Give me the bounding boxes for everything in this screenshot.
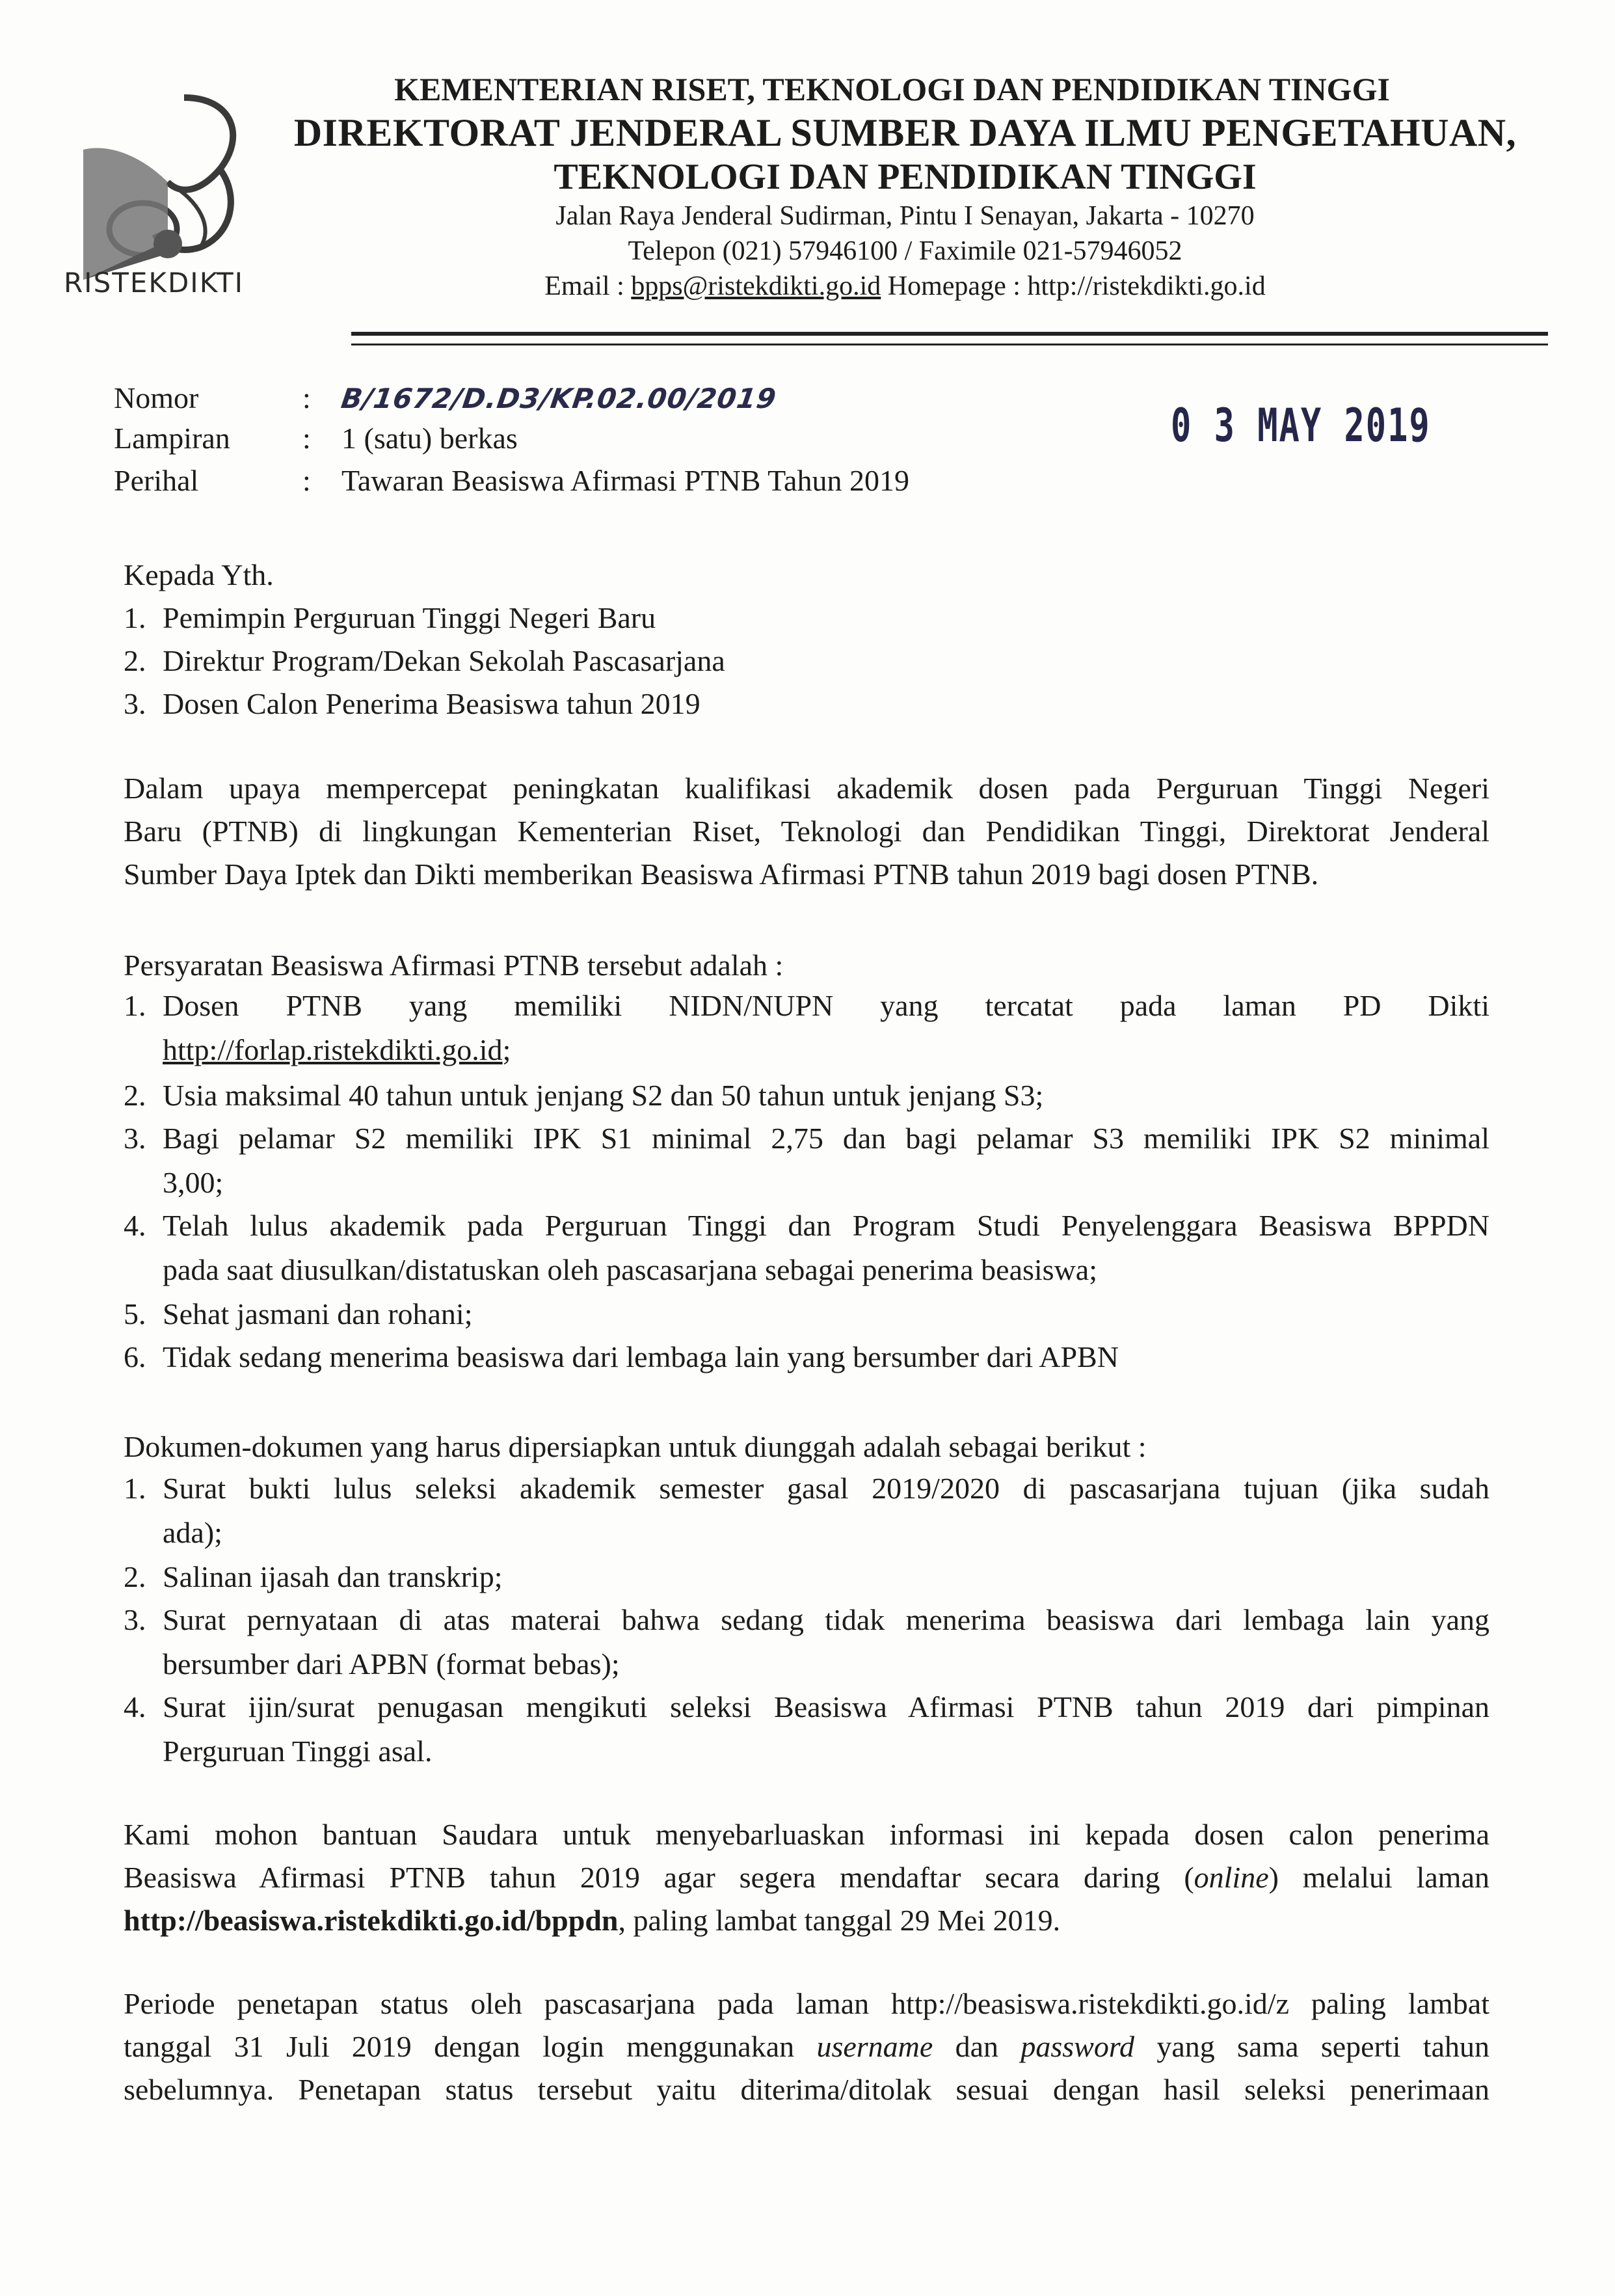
requirement-item xyxy=(124,1116,1489,1205)
lampiran-label: Lampiran xyxy=(114,422,230,455)
request-text: ) melalui laman xyxy=(1268,1861,1489,1894)
document-item xyxy=(124,1555,1489,1599)
nomor-colon: : xyxy=(302,381,311,414)
request-line-3 xyxy=(124,1898,1489,1943)
recipients-heading: Kepada Yth. xyxy=(124,558,274,591)
perihal-label: Perihal xyxy=(114,464,199,497)
ministry-name: KEMENTERIAN RISET, TEKNOLOGI DAN PENDIDIKAN TINGGI xyxy=(394,71,1390,107)
homepage-label: Homepage : xyxy=(887,271,1021,301)
recipient-text: Dosen Calon Penerima Beasiswa tahun 2019 xyxy=(163,687,701,720)
requirements-heading: Persyaratan Beasiswa Afirmasi PTNB tersebut adalah : xyxy=(124,949,784,982)
document-item xyxy=(124,1598,1489,1686)
requirement-number: 2. xyxy=(124,1079,146,1112)
nomor-row xyxy=(114,381,779,415)
lampiran-colon: : xyxy=(302,422,311,455)
requirement-link-line xyxy=(163,1028,1489,1072)
nomor-value: B/1672/D.D3/KP.02.00/2019 xyxy=(339,383,779,414)
contact-line xyxy=(0,271,1615,302)
requirement-text-cont: 3,00; xyxy=(163,1166,224,1199)
online-term: online xyxy=(1194,1861,1269,1894)
period-text: yang sama seperti tahun xyxy=(1134,2030,1489,2063)
deadline-text: , paling lambat tanggal 29 Mei 2019. xyxy=(618,1904,1061,1937)
document-number: 2. xyxy=(124,1560,146,1593)
document-text-cont: ada); xyxy=(163,1516,222,1549)
document-text: Salinan ijasah dan transkrip; xyxy=(163,1560,503,1593)
nomor-label: Nomor xyxy=(114,381,199,414)
requirement-text-cont: pada saat diusulkan/distatuskan oleh pascasarjana sebagai penerima beasiswa; xyxy=(163,1253,1097,1286)
requirement-text: Usia maksimal 40 tahun untuk jenjang S2 dan 50 tahun untuk jenjang S3; xyxy=(163,1079,1044,1112)
document-item xyxy=(124,1466,1489,1555)
email-label: Email : xyxy=(544,271,624,301)
homepage-link[interactable]: http://ristekdikti.go.id xyxy=(1027,271,1266,301)
requirement-item xyxy=(124,1204,1489,1292)
period-line-2 xyxy=(124,2025,1489,2069)
perihal-row xyxy=(114,463,909,498)
requirement-item xyxy=(124,1074,1489,1118)
perihal-value: Tawaran Beasiswa Afirmasi PTNB Tahun 2019 xyxy=(341,464,909,497)
forlap-link[interactable]: http://forlap.ristekdikti.go.id xyxy=(163,1033,503,1066)
logo-wordmark: RISTEKDIKTI xyxy=(64,267,245,299)
intro-line-1: Dalam upaya mempercepat peningkatan kualifikasi akademik dosen pada Perguruan Tinggi Negeri xyxy=(124,772,1489,805)
letterhead-divider-thick xyxy=(351,332,1548,336)
password-term: password xyxy=(1021,2030,1135,2063)
phone-fax: Telepon (021) 57946100 / Faximile 021-57946052 xyxy=(628,236,1182,266)
requirement-number: 3. xyxy=(124,1122,146,1155)
document-text-cont: bersumber dari APBN (format bebas); xyxy=(163,1647,620,1681)
date-stamp: 0 3 MAY 2019 xyxy=(1171,399,1431,453)
lampiran-value: 1 (satu) berkas xyxy=(341,422,518,455)
recipient-item xyxy=(124,639,1489,683)
username-term: username xyxy=(816,2030,933,2063)
period-text: tanggal 31 Juli 2019 dengan login menggunakan xyxy=(124,2030,817,2063)
recipient-number: 2. xyxy=(124,644,146,677)
request-line-1: Kami mohon bantuan Saudara untuk menyebarluaskan informasi ini kepada dosen calon penerima xyxy=(124,1818,1489,1851)
requirement-number: 4. xyxy=(124,1209,146,1242)
period-line-1: Periode penetapan status oleh pascasarjana pada laman http://beasiswa.ristekdikti.go.id/z paling lambat xyxy=(124,1987,1489,2020)
recipient-number: 1. xyxy=(124,601,146,634)
directorate-line-2: TEKNOLOGI DAN PENDIDIKAN TINGGI xyxy=(554,157,1257,197)
requirement-text: Sehat jasmani dan rohani; xyxy=(163,1297,473,1330)
intro-line-3: Sumber Daya Iptek dan Dikti memberikan Beasiswa Afirmasi PTNB tahun 2019 bagi dosen PTNB. xyxy=(124,858,1319,891)
document-text-cont: Perguruan Tinggi asal. xyxy=(163,1735,433,1768)
recipient-item xyxy=(124,682,1489,726)
letterhead-divider-thin xyxy=(351,344,1548,345)
recipient-text: Pemimpin Perguruan Tinggi Negeri Baru xyxy=(163,601,656,634)
requirement-number: 6. xyxy=(124,1340,146,1373)
requirement-text: Bagi pelamar S2 memiliki IPK S1 minimal 2,75 dan bagi pelamar S3 memiliki IPK S2 minimal xyxy=(163,1122,1489,1155)
perihal-colon: : xyxy=(302,464,311,497)
recipient-text: Direktur Program/Dekan Sekolah Pascasarjana xyxy=(163,644,725,677)
document-item xyxy=(124,1685,1489,1774)
directorate-line-1: DIREKTORAT JENDERAL SUMBER DAYA ILMU PENGETAHUAN, xyxy=(293,111,1517,154)
document-number: 1. xyxy=(124,1472,146,1505)
document-number: 4. xyxy=(124,1690,146,1723)
intro-line-2: Baru (PTNB) di lingkungan Kementerian Riset, Teknologi dan Pendidikan Tinggi, Direktorat Jenderal xyxy=(124,815,1489,848)
request-text: Beasiswa Afirmasi PTNB tahun 2019 agar segera mendaftar secara daring ( xyxy=(124,1861,1194,1894)
lampiran-row xyxy=(114,421,518,455)
requirement-item xyxy=(124,984,1489,1072)
email-link[interactable]: bpps@ristekdikti.go.id xyxy=(631,271,881,301)
request-line-2 xyxy=(124,1856,1489,1900)
document-number: 3. xyxy=(124,1603,146,1636)
requirement-text: Dosen PTNB yang memiliki NIDN/NUPN yang tercatat pada laman PD Dikti xyxy=(163,989,1489,1022)
requirement-text: Tidak sedang menerima beasiswa dari lembaga lain yang bersumber dari APBN xyxy=(163,1340,1119,1373)
period-line-3: sebelumnya. Penetapan status tersebut yaitu diterima/ditolak sesuai dengan hasil seleksi penerimaan xyxy=(124,2073,1489,2106)
bppdn-link[interactable]: http://beasiswa.ristekdikti.go.id/bppdn xyxy=(124,1904,619,1937)
document-text: Surat bukti lulus seleksi akademik semester gasal 2019/2020 di pascasarjana tujuan (jika sudah xyxy=(163,1472,1489,1505)
document-text: Surat pernyataan di atas materai bahwa sedang tidak menerima beasiswa dari lembaga lain yang xyxy=(163,1603,1489,1636)
requirement-item xyxy=(124,1292,1489,1336)
address: Jalan Raya Jenderal Sudirman, Pintu I Senayan, Jakarta - 10270 xyxy=(555,201,1255,231)
period-text: dan xyxy=(933,2030,1021,2063)
recipient-item xyxy=(124,596,1489,640)
requirement-number: 1. xyxy=(124,989,146,1022)
recipient-number: 3. xyxy=(124,687,146,720)
requirement-number: 5. xyxy=(124,1297,146,1330)
requirement-item xyxy=(124,1335,1489,1379)
requirement-text: Telah lulus akademik pada Perguruan Tinggi dan Program Studi Penyelenggara Beasiswa BPPDN xyxy=(163,1209,1489,1242)
documents-heading: Dokumen-dokumen yang harus dipersiapkan untuk diunggah adalah sebagai berikut : xyxy=(124,1430,1147,1463)
document-text: Surat ijin/surat penugasan mengikuti seleksi Beasiswa Afirmasi PTNB tahun 2019 dari pimpinan xyxy=(163,1690,1489,1723)
requirement-tail: ; xyxy=(502,1033,511,1066)
